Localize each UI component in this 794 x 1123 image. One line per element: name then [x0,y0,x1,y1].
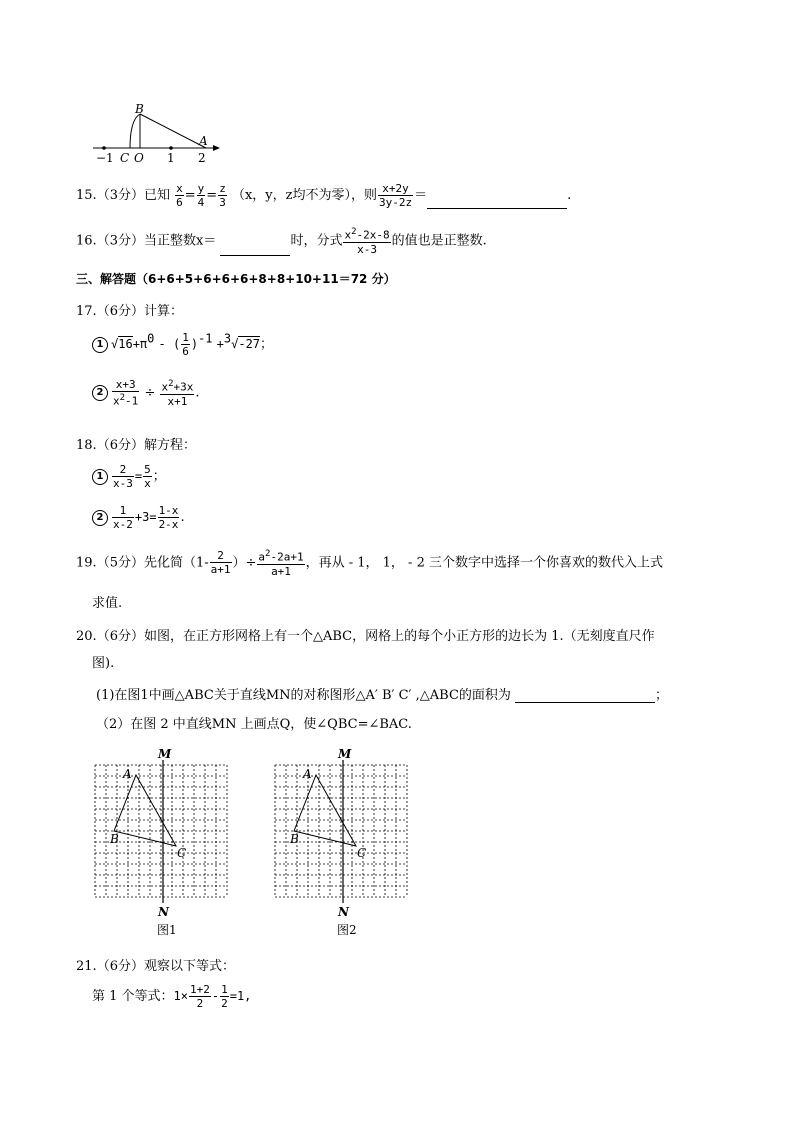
fraction-1-6: $\frac{1}{6}$ [182,331,189,358]
number-line-figure [90,100,230,170]
fraction-expression: $\frac{x^2-2x-8}{x-3}$ [344,227,390,256]
q17-text: 计算： [143,304,183,319]
circled-number: 2 [92,510,108,526]
section-title: 三、解答题（6+6+5+6+6+6+8+8+10+11＝72 分） [76,272,396,286]
q18-part2: 2 $\frac{1}{x-2}$ +3= $\frac{1-x}{2-x}$ . [92,504,185,531]
arc [130,114,140,148]
label-C: C [120,151,130,165]
circled-number: 1 [92,337,108,353]
tick-one: 1 [167,151,175,165]
label-M: M [338,747,352,761]
fraction-1: $\frac{1+2}{2}$ [190,983,210,1010]
point-one [169,146,173,150]
fraction-y-4: $\frac{y}{4}$ [197,182,205,209]
q20-sub1: (1)在图1中画△ABC关于直线MN的对称图形△A′ B′ C′ ,△ABC的面积为 ； [96,688,669,703]
q18-text: 解方程： [143,438,196,453]
question-21 [76,955,235,974]
question-number: 19. [76,555,97,571]
q20-sub2: （2）在图 2 中直线MN 上画点Q，使∠QBC=∠BAC. [96,717,412,732]
fraction-2: $\frac{1}{2}$ [221,983,228,1010]
question-number: 18. [76,438,97,453]
question-score: （6分） [96,959,144,974]
q15-text: 已知 [143,188,170,203]
label-A: A [123,767,132,781]
question-17 [76,300,183,319]
question-score: （6分） [96,438,144,453]
question-number: 17. [76,304,97,319]
circled-number: 1 [92,469,108,485]
triangle-ABC [294,775,356,846]
q20-text1: 如图，在正方形网格上有一个△ABC，网格上的每个小正方形的边长为 1.（无刻度直尺作 [143,629,655,644]
fraction-expression: $\frac{x+2y}{3y-2z}$ [378,182,413,209]
circled-number: 2 [92,385,108,401]
question-number: 20. [76,629,97,644]
answer-blank[interactable] [220,255,290,256]
fraction-1: $\frac{2}{x-3}$ [113,463,133,490]
figure-1-grid [85,745,245,940]
fraction-z-3: $\frac{z}{3}$ [219,182,226,209]
q21-text: 观察以下等式： [143,959,235,974]
label-B: B [290,832,299,846]
q16-text3: 的值也是正整数. [391,233,487,249]
question-16 [76,226,487,256]
q17-part2: 2 $\frac{x+3}{x^2-1}$ ÷ $\frac{x^2+3x}{x+1}$ . [92,378,200,408]
cube-root: √-27 [231,337,261,351]
triangle-ABC [114,775,176,846]
label-C: C [357,846,367,860]
question-score: （3分） [96,233,144,249]
label-C: C [177,846,187,860]
question-number: 15. [76,188,97,203]
q16-text2: 时，分式 [290,233,343,249]
fraction-2: $\frac{1-x}{2-x}$ [158,504,179,531]
q18-part1: 1 $\frac{2}{x-3}$ = $\frac{5}{x}$ ； [92,463,166,490]
q19-text4: 求值. [92,596,123,611]
fraction-2: $\frac{a^2-2a+1}{a+1}$ [258,549,304,578]
equation-label: 第 1 个等式： [92,989,174,1004]
question-18 [76,434,196,453]
q16-text: 当正整数x＝ [143,233,217,249]
label-B: B [110,832,119,846]
fraction-2: $\frac{5}{x}$ [144,463,151,490]
tick-minus-one: −1 [96,151,114,165]
label-N: N [158,905,169,919]
figure-caption: 图2 [337,923,357,937]
question-number: 21. [76,959,97,974]
fraction-1: $\frac{x+3}{x^2-1}$ [113,378,139,408]
label-N: N [338,905,349,919]
q15-condition: （x，y，z均不为零），则 [231,188,377,203]
question-score: （3分） [96,188,144,203]
question-19: 19.（5分）先化简（1- $\frac{2}{a+1}$ ）÷ $\frac{a^2-2a+1}{a+1}$ ，再从 - 1， 1， - 2 三个数字中选择一个你喜欢的数代入上式 [76,549,663,578]
label-M: M [158,747,172,761]
q17-part1: 1 $√16+\pi^0$ - ( $\frac{1}{6}$ )$^{-1}$ +$^3$√-27； [92,331,273,358]
q20-sub1-text: (1)在图1中画△ABC关于直线MN的对称图形△A′ B′ C′ ,△ABC的面积为 [96,688,511,703]
label-A: A [199,134,208,148]
fraction-1: $\frac{2}{a+1}$ [210,549,231,577]
label-O: O [134,151,144,165]
fraction-x-6: $\frac{x}{6}$ [176,182,183,209]
answer-blank[interactable] [427,208,567,209]
label-A: A [303,767,312,781]
question-20 [76,625,655,644]
answer-blank[interactable] [515,702,655,703]
q19-text3: ，再从 - 1， 1， - 2 三个数字中选择一个你喜欢的数代入上式 [305,555,663,571]
figure-caption: 图1 [157,923,177,937]
point-minus-one [102,146,106,150]
fraction-2: $\frac{x^2+3x}{x+1}$ [161,379,194,408]
tick-two: 2 [198,151,206,165]
sqrt-16: √16 [111,337,133,351]
fraction-1: $\frac{1}{x-2}$ [113,504,133,531]
number-line-arrow [213,145,220,151]
question-score: （5分） [96,555,144,571]
question-15: 15.（3分）已知 $\frac{x}{6}$ = $\frac{y}{4}$ = $\frac{z}{3}$ （x，y，z均不为零），则 $\frac{x+2y}{3y-2z}$ ＝ . [76,182,572,209]
question-number: 16. [76,233,97,249]
label-B: B [135,102,144,116]
q21-line1: 第 1 个等式：1× $\frac{1+2}{2}$ - $\frac{1}{2}$ =1, [92,983,252,1010]
hypotenuse-segment [140,114,206,148]
q19-text1: 先化简（1- [143,555,209,571]
q20-text2: 图). [92,656,115,671]
question-score: （6分） [96,304,144,319]
figure-2-grid [265,745,425,940]
question-score: （6分） [96,629,144,644]
